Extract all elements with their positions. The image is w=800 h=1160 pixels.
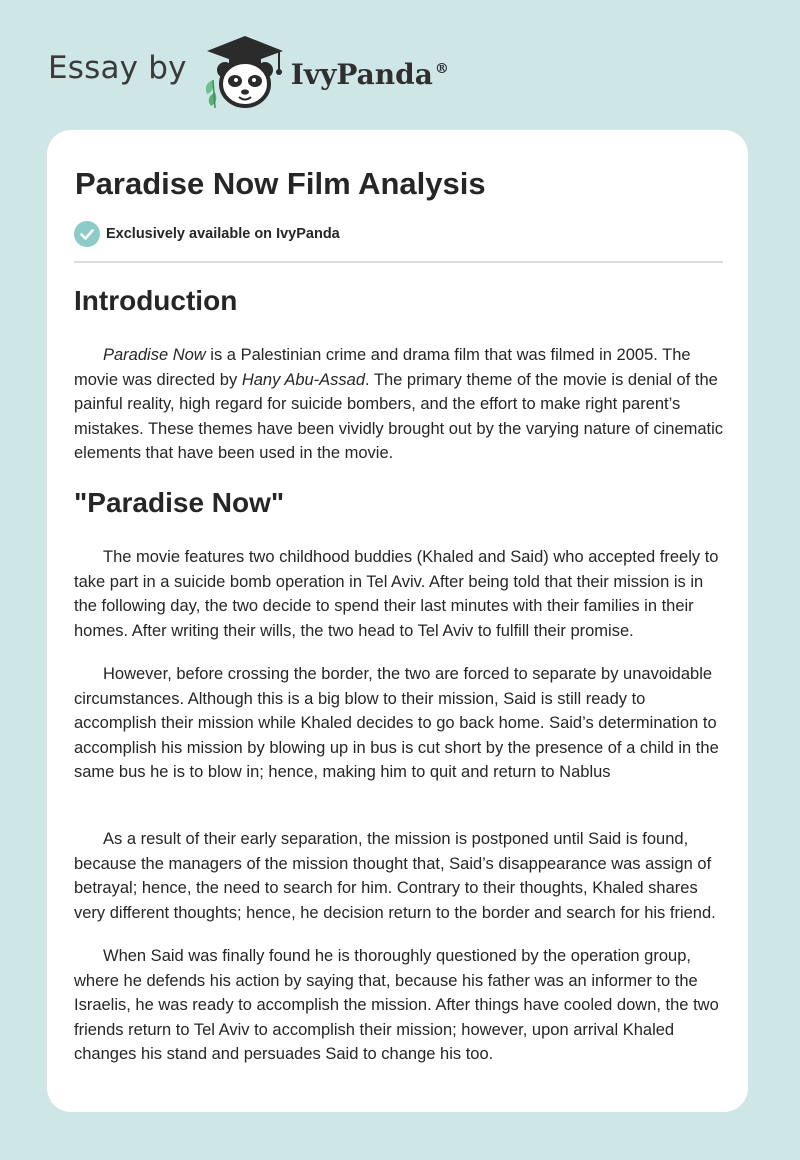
exclusive-badge-label: Exclusively available on IvyPanda [106, 226, 340, 242]
intro-paragraph [74, 343, 724, 466]
section-heading-paradise-now: "Paradise Now" [74, 487, 285, 518]
intro-text-part-1: is a Palestinian crime and drama film that was filmed in 2005. The movie was directed by [74, 346, 691, 389]
body-paragraph-3: As a result of their early separation, the mission is postponed until Said is found, because the managers of the mission thought that, Said’s disappearance was assign of betrayal; hence, the need to search for him. Contrary to their thoughts, Khaled shares very different thoughts; hence, he decision return to the border and search for his friend. [74, 830, 716, 922]
section-heading-introduction: Introduction [74, 285, 238, 316]
article-title: Paradise Now Film Analysis [75, 166, 486, 201]
body-paragraph-4: When Said was finally found he is thoroughly questioned by the operation group, where he defends his action by saying that, because his father was an informer to the Israelis, he was ready to accomplish the mission. After things have cooled down, the two friends return to Tel Aviv to accomplish their mission; however, upon arrival Khaled changes his stand and persuades Said to change his too. [74, 947, 719, 1063]
registered-mark: ® [434, 61, 449, 78]
exclusive-badge [74, 221, 340, 247]
director-name-italic: Hany Abu-Assad [241, 370, 366, 389]
essay-by-label: Essay by [48, 50, 187, 86]
intro-text-part-2: . The primary theme of the movie is denial of the painful reality, high regard for suicide bombers, and the effort to make right parent’s mistakes. These themes have been vividly brought out by the varying nature of cinematic elements that have been used in the movie. [74, 370, 724, 462]
site-header [48, 34, 449, 110]
panda-logo-icon[interactable] [199, 34, 291, 110]
body-paragraph-1: The movie features two childhood buddies (Khaled and Said) who accepted freely to take part in a suicide bomb operation in Tel Aviv. After being told that their mission is in the following day, the two decide to spend their last minutes with their families in their homes. After writing their wills, the two head to Tel Aviv to fulfill their promise. [74, 548, 719, 640]
brand-name[interactable] [291, 58, 449, 91]
film-title-italic: Paradise Now [103, 346, 206, 364]
body-paragraph-2: However, before crossing the border, the two are forced to separate by unavoidable circumstances. Although this is a big blow to their mission, Said is still ready to accomplish their mission while Khaled decides to go back home. Said’s determination to accomplish his mission by blowing up in bus is cut short by the presence of a child in the same bus he is to blow in; hence, making him to quit and return to Nablus [74, 665, 719, 781]
check-circle-icon [74, 221, 100, 247]
brand-name-text[interactable]: IvyPanda [290, 57, 433, 91]
title-divider [74, 261, 723, 263]
article-card [47, 130, 748, 1112]
